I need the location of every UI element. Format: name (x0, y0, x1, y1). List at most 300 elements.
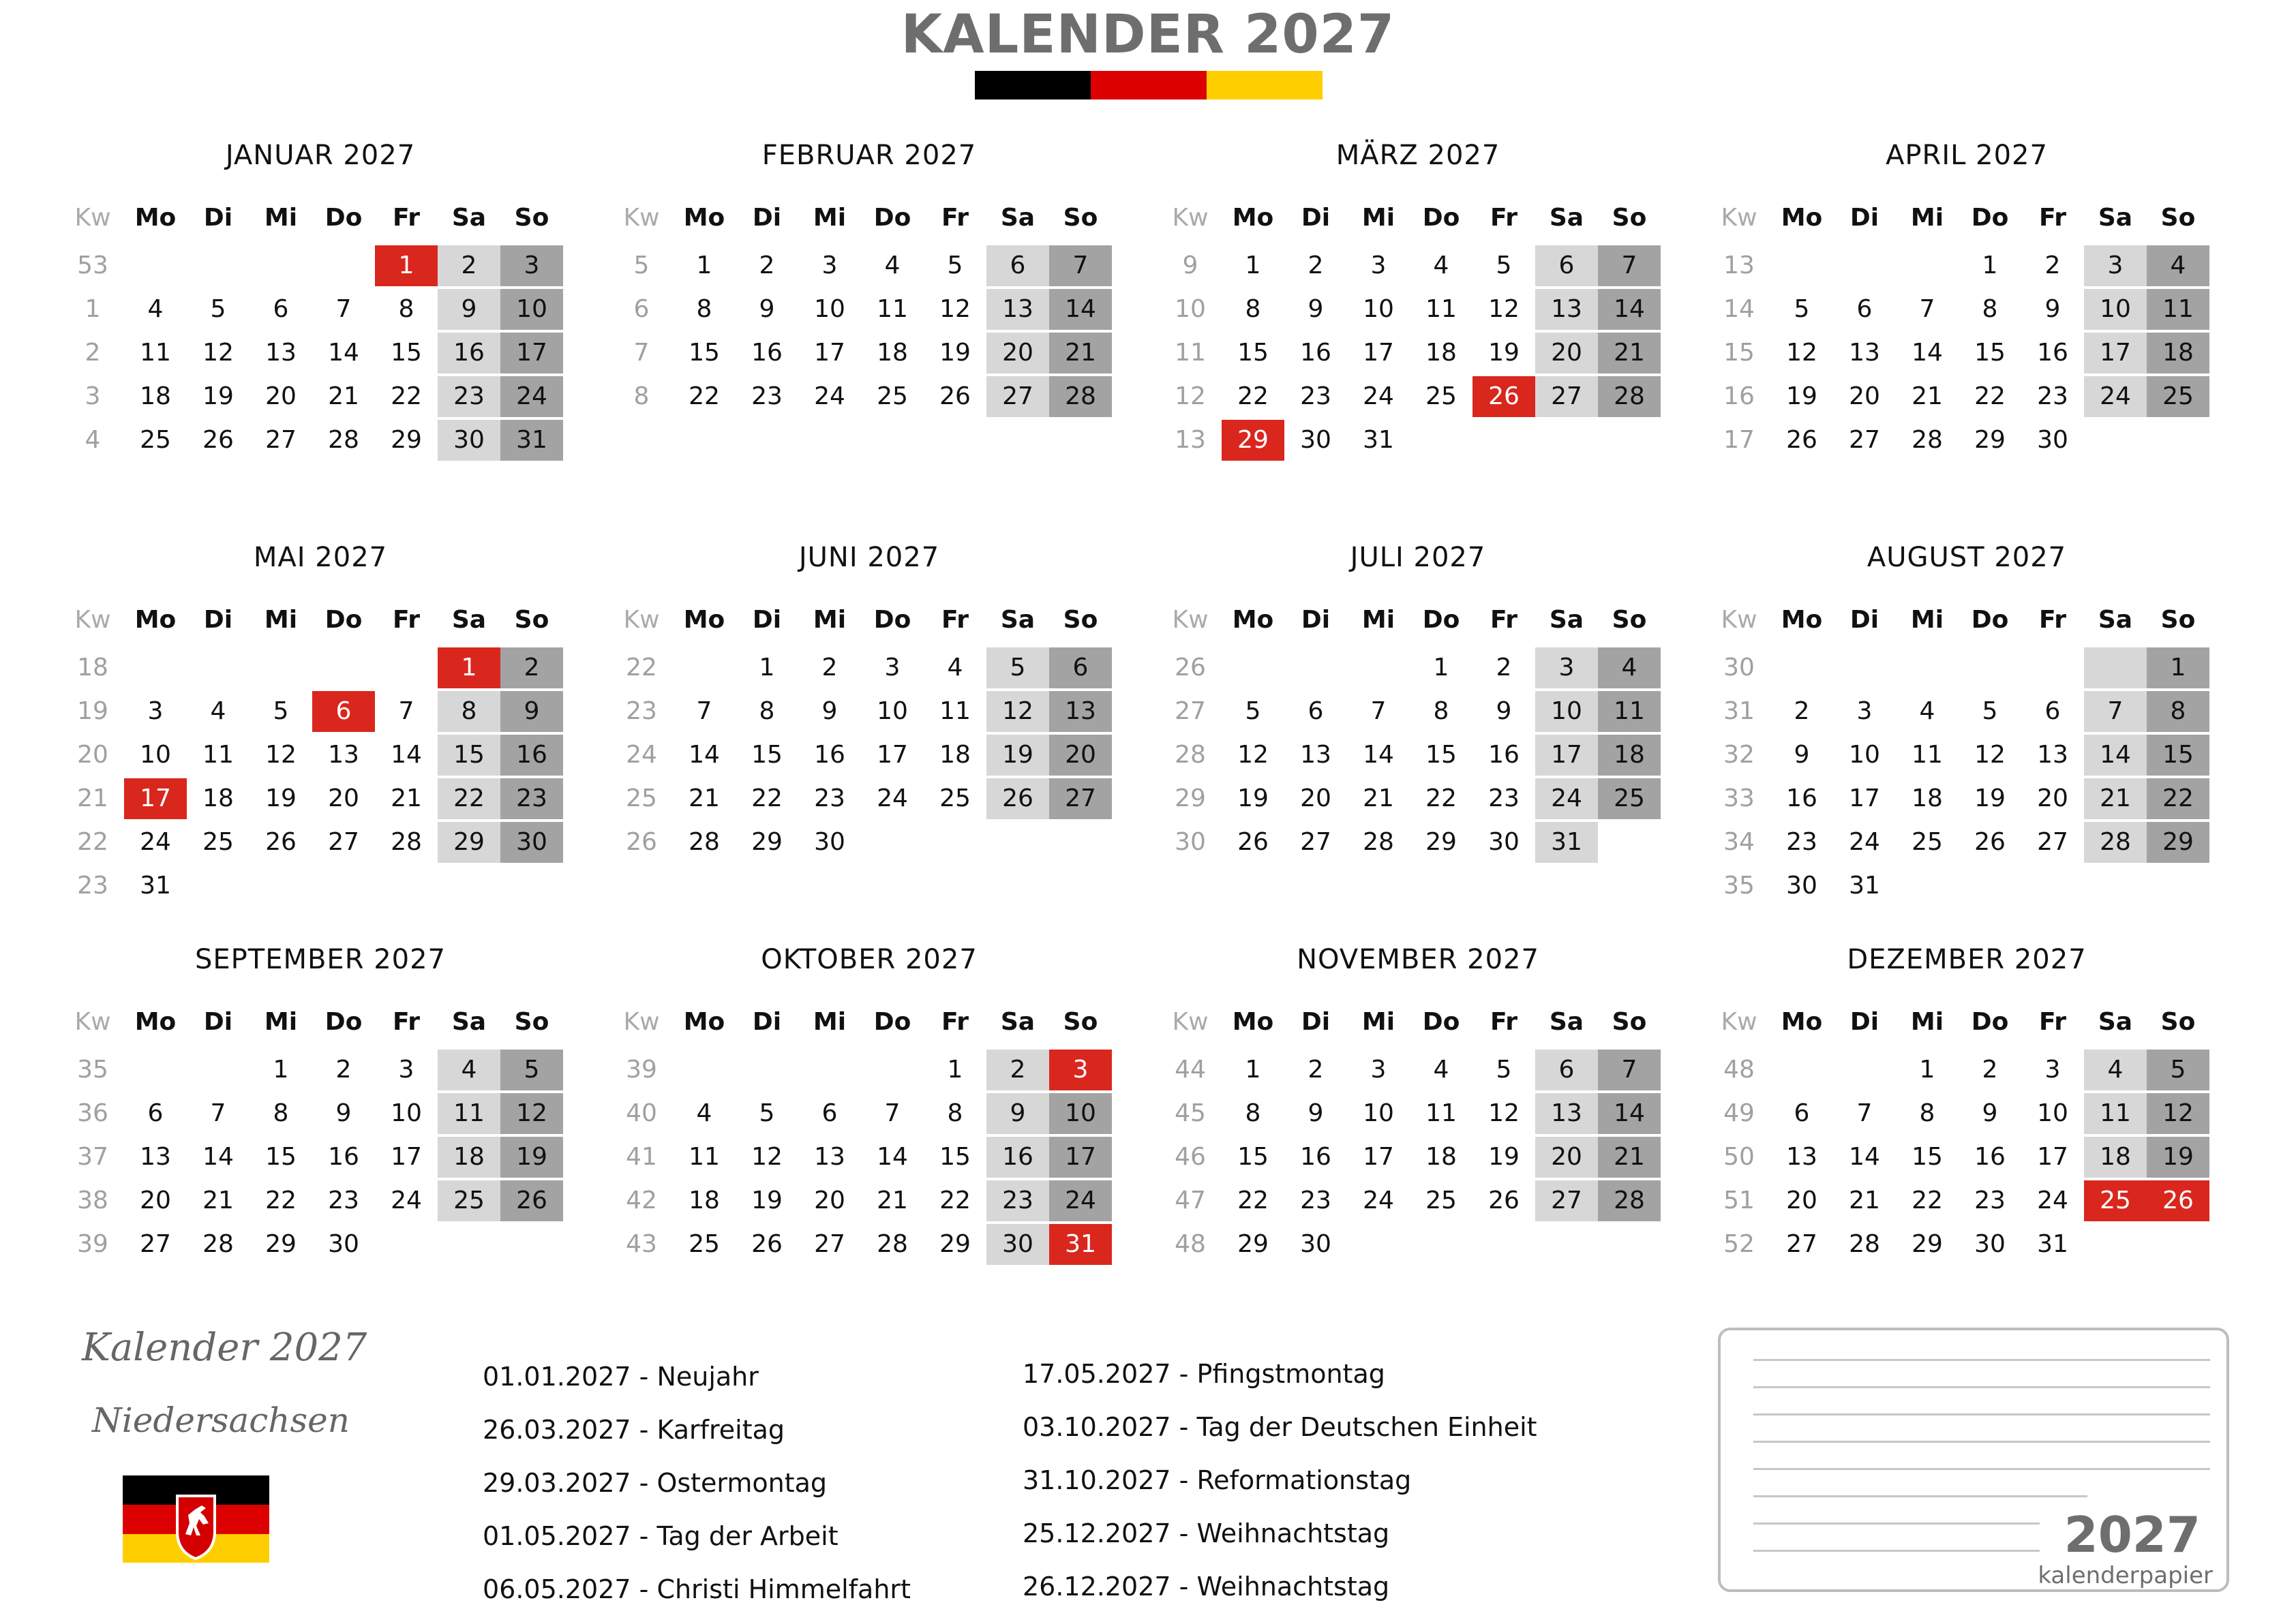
saturday-day: 16 (986, 1137, 1049, 1178)
saturday-day: 30 (986, 1224, 1049, 1265)
day-cell: 1 (759, 654, 775, 682)
day-cell: 8 (1245, 295, 1261, 323)
day-cell: 3 (821, 251, 838, 279)
saturday-day: 22 (438, 778, 500, 819)
day-cell: 10 (814, 295, 845, 323)
day-cell: 3 (1370, 251, 1387, 279)
sunday-day: 19 (500, 1137, 563, 1178)
holiday-day: 25 (2084, 1180, 2147, 1221)
day-cell: 2 (1308, 1056, 1324, 1084)
day-cell: 12 (265, 741, 297, 769)
week-number: 9 (1182, 251, 1198, 279)
holiday-entry: 29.03.2027 - Ostermontag (483, 1468, 828, 1498)
day-cell: 10 (1363, 295, 1394, 323)
weekday-header: Fr (941, 606, 969, 634)
day-cell: 31 (140, 872, 171, 900)
weekday-header: Di (1301, 204, 1331, 232)
week-number: 30 (1723, 654, 1755, 682)
saturday-day: 5 (986, 647, 1049, 688)
day-cell: 15 (1974, 339, 2006, 367)
week-number: 42 (626, 1187, 657, 1214)
day-cell: 16 (751, 339, 783, 367)
day-cell: 28 (1912, 426, 1943, 454)
day-cell: 19 (751, 1187, 783, 1214)
day-cell: 4 (1433, 251, 1449, 279)
kw-header: Kw (623, 606, 660, 634)
day-cell: 18 (939, 741, 971, 769)
day-cell: 28 (202, 1230, 234, 1258)
day-cell: 13 (1300, 741, 1331, 769)
saturday-day: 13 (986, 289, 1049, 330)
weekday-header: So (514, 204, 549, 232)
day-cell: 8 (1433, 697, 1449, 725)
week-number: 2 (85, 339, 101, 367)
day-cell: 3 (398, 1056, 414, 1084)
day-cell: 8 (398, 295, 414, 323)
weekday-header: Fr (2038, 204, 2067, 232)
day-cell: 23 (1488, 784, 1520, 812)
week-number: 31 (1723, 697, 1755, 725)
weekday-header: Fr (1490, 1008, 1518, 1036)
week-number: 43 (626, 1230, 657, 1258)
day-cell: 17 (1849, 784, 1880, 812)
week-number: 40 (626, 1099, 657, 1127)
weekday-header: Sa (1549, 204, 1584, 232)
week-number: 22 (77, 828, 108, 856)
week-number: 27 (1175, 697, 1206, 725)
sunday-day: 11 (2147, 289, 2209, 330)
holiday-entry: 31.10.2027 - Reformationstag (1023, 1465, 1412, 1495)
day-cell: 30 (1300, 426, 1331, 454)
sunday-day: 14 (1049, 289, 1112, 330)
day-cell: 18 (1425, 1143, 1457, 1171)
day-cell: 8 (947, 1099, 963, 1127)
day-cell: 5 (1496, 1056, 1512, 1084)
notes-box (1718, 1328, 2229, 1592)
month-title: JULI 2027 (1350, 542, 1486, 573)
month-title: OKTOBER 2027 (761, 944, 978, 975)
day-cell: 1 (1433, 654, 1449, 682)
weekday-header: Di (203, 204, 233, 232)
week-number: 8 (633, 382, 650, 410)
day-cell: 19 (1786, 382, 1817, 410)
weekday-header: Mi (1361, 606, 1395, 634)
day-cell: 19 (1237, 784, 1269, 812)
sunday-day: 20 (1049, 735, 1112, 776)
day-cell: 26 (1786, 426, 1817, 454)
day-cell: 12 (1237, 741, 1269, 769)
month-title: SEPTEMBER 2027 (194, 944, 447, 975)
day-cell: 22 (939, 1187, 971, 1214)
day-cell: 9 (335, 1099, 352, 1127)
day-cell: 12 (202, 339, 234, 367)
day-cell: 14 (328, 339, 359, 367)
day-cell: 3 (147, 697, 164, 725)
day-cell: 3 (884, 654, 901, 682)
day-cell: 21 (202, 1187, 234, 1214)
week-number: 15 (1723, 339, 1755, 367)
day-cell: 12 (939, 295, 971, 323)
week-number: 35 (1723, 872, 1755, 900)
weekday-header: Sa (451, 1008, 487, 1036)
sunday-day: 1 (2147, 647, 2209, 688)
day-cell: 24 (877, 784, 908, 812)
day-cell: 25 (1425, 382, 1457, 410)
day-cell: 19 (1974, 784, 2006, 812)
sunday-day: 24 (500, 376, 563, 417)
sunday-day: 12 (2147, 1093, 2209, 1134)
saturday-day: 16 (438, 333, 500, 373)
day-cell: 1 (273, 1056, 289, 1084)
week-number: 46 (1175, 1143, 1206, 1171)
day-cell: 27 (1849, 426, 1880, 454)
day-cell: 7 (1370, 697, 1387, 725)
day-cell: 14 (1849, 1143, 1880, 1171)
day-cell: 22 (391, 382, 422, 410)
week-number: 5 (633, 251, 650, 279)
weekday-header: Sa (1000, 606, 1036, 634)
holiday-entry: 26.12.2027 - Weihnachtstag (1023, 1572, 1390, 1602)
day-cell: 1 (947, 1056, 963, 1084)
day-cell: 21 (328, 382, 359, 410)
day-cell: 26 (1237, 828, 1269, 856)
week-number: 26 (1175, 654, 1206, 682)
day-cell: 12 (1786, 339, 1817, 367)
day-cell: 24 (391, 1187, 422, 1214)
day-cell: 26 (751, 1230, 783, 1258)
sunday-day: 22 (2147, 778, 2209, 819)
sunday-day: 10 (1049, 1093, 1112, 1134)
day-cell: 20 (1849, 382, 1880, 410)
day-cell: 14 (202, 1143, 234, 1171)
day-cell: 5 (1245, 697, 1261, 725)
weekday-header: So (1063, 204, 1098, 232)
day-cell: 1 (1245, 251, 1261, 279)
day-cell: 1 (1245, 1056, 1261, 1084)
day-cell: 29 (1425, 828, 1457, 856)
saturday-day: 23 (986, 1180, 1049, 1221)
holiday-day: 26 (1472, 376, 1535, 417)
day-cell: 22 (1912, 1187, 1943, 1214)
day-cell: 8 (1982, 295, 1998, 323)
sunday-day: 7 (1598, 245, 1661, 286)
day-cell: 11 (1425, 1099, 1457, 1127)
day-cell: 10 (140, 741, 171, 769)
sunday-day: 4 (1598, 647, 1661, 688)
day-cell: 29 (391, 426, 422, 454)
weekday-header: Sa (451, 606, 487, 634)
weekday-header: Fr (941, 204, 969, 232)
week-number: 3 (85, 382, 101, 410)
weekday-header: Mo (683, 1008, 725, 1036)
weekday-header: Sa (451, 204, 487, 232)
day-cell: 6 (273, 295, 289, 323)
holiday-day: 1 (438, 647, 500, 688)
month-title: FEBRUAR 2027 (761, 140, 977, 171)
day-cell: 10 (391, 1099, 422, 1127)
holiday-entry: 01.05.2027 - Tag der Arbeit (483, 1521, 839, 1551)
day-cell: 3 (2044, 1056, 2061, 1084)
day-cell: 30 (814, 828, 845, 856)
weekday-header: Do (324, 606, 363, 634)
kw-header: Kw (623, 204, 660, 232)
day-cell: 30 (1300, 1230, 1331, 1258)
day-cell: 25 (939, 784, 971, 812)
sunday-day: 30 (500, 822, 563, 863)
weekday-header: Mi (1361, 1008, 1395, 1036)
day-cell: 2 (1308, 251, 1324, 279)
note-line (1753, 1495, 2087, 1497)
week-number: 38 (77, 1187, 108, 1214)
day-cell: 9 (1982, 1099, 1998, 1127)
day-cell: 9 (2044, 295, 2061, 323)
day-cell: 23 (1974, 1187, 2006, 1214)
saturday-day: 27 (1535, 1180, 1598, 1221)
day-cell: 19 (265, 784, 297, 812)
note-line (1753, 1522, 2040, 1525)
day-cell: 26 (1974, 828, 2006, 856)
day-cell: 25 (140, 426, 171, 454)
week-number: 10 (1175, 295, 1206, 323)
saturday-day: 20 (1535, 1137, 1598, 1178)
day-cell: 23 (328, 1187, 359, 1214)
day-cell: 7 (1919, 295, 1935, 323)
weekday-header: Di (203, 606, 233, 634)
saturday-day: 30 (438, 420, 500, 461)
day-cell: 2 (759, 251, 775, 279)
day-cell: 21 (391, 784, 422, 812)
week-number: 48 (1723, 1056, 1755, 1084)
day-cell: 15 (751, 741, 783, 769)
day-cell: 27 (1300, 828, 1331, 856)
sunday-day: 14 (1598, 1093, 1661, 1134)
holiday-day: 3 (1049, 1050, 1112, 1090)
kw-header: Kw (623, 1008, 660, 1036)
day-cell: 14 (1363, 741, 1394, 769)
day-cell: 19 (1488, 1143, 1520, 1171)
day-cell: 20 (328, 784, 359, 812)
saturday-day: 11 (438, 1093, 500, 1134)
week-number: 29 (1175, 784, 1206, 812)
saturday-day: 4 (438, 1050, 500, 1090)
day-cell: 7 (398, 697, 414, 725)
week-number: 11 (1175, 339, 1206, 367)
weekday-header: So (1063, 1008, 1098, 1036)
day-cell: 13 (140, 1143, 171, 1171)
day-cell: 13 (814, 1143, 845, 1171)
day-cell: 20 (140, 1187, 171, 1214)
day-cell: 3 (1856, 697, 1873, 725)
day-cell: 20 (265, 382, 297, 410)
sunday-day: 4 (2147, 245, 2209, 286)
sunday-day: 6 (1049, 647, 1112, 688)
note-line (1753, 1468, 2210, 1470)
sunday-day: 5 (2147, 1050, 2209, 1090)
day-cell: 25 (689, 1230, 720, 1258)
kw-header: Kw (74, 1008, 111, 1036)
holiday-day: 17 (124, 778, 187, 819)
weekday-header: Mi (813, 204, 847, 232)
day-cell: 5 (1496, 251, 1512, 279)
german-flag-bar (975, 71, 1323, 100)
holiday-entry: 03.10.2027 - Tag der Deutschen Einheit (1023, 1412, 1537, 1442)
week-number: 44 (1175, 1056, 1206, 1084)
weekday-header: Mi (264, 204, 298, 232)
saturday-day: 12 (986, 691, 1049, 732)
weekday-header: Do (873, 1008, 911, 1036)
kw-header: Kw (1721, 204, 1757, 232)
weekday-header: Mo (1232, 1008, 1274, 1036)
day-cell: 4 (210, 697, 226, 725)
month-title: DEZEMBER 2027 (1847, 944, 2087, 975)
day-cell: 11 (1912, 741, 1943, 769)
weekday-header: Mi (813, 1008, 847, 1036)
day-cell: 2 (1496, 654, 1512, 682)
saturday-day: 9 (986, 1093, 1049, 1134)
day-cell: 16 (1488, 741, 1520, 769)
saturday-day: 23 (438, 376, 500, 417)
weekday-header: Mi (264, 606, 298, 634)
day-cell: 15 (391, 339, 422, 367)
note-line (1753, 1359, 2210, 1361)
week-number: 13 (1175, 426, 1206, 454)
saturday-day: 29 (438, 822, 500, 863)
day-cell: 17 (877, 741, 908, 769)
sunday-day: 15 (2147, 735, 2209, 776)
week-number: 22 (626, 654, 657, 682)
saturday-day: 10 (2084, 289, 2147, 330)
saturday-day: 17 (2084, 333, 2147, 373)
day-cell: 5 (1794, 295, 1810, 323)
week-number: 48 (1175, 1230, 1206, 1258)
saturday-day: 7 (2084, 691, 2147, 732)
week-number: 7 (633, 339, 650, 367)
day-cell: 27 (265, 426, 297, 454)
day-cell: 7 (210, 1099, 226, 1127)
saturday-day: 24 (2084, 376, 2147, 417)
saturday-day: 10 (1535, 691, 1598, 732)
day-cell: 1 (696, 251, 712, 279)
saturday-day: 18 (438, 1137, 500, 1178)
sunday-day: 2 (500, 647, 563, 688)
week-number: 24 (626, 741, 657, 769)
day-cell: 22 (689, 382, 720, 410)
saturday-day: 13 (1535, 1093, 1598, 1134)
weekday-header: So (2160, 1008, 2196, 1036)
day-cell: 15 (1237, 339, 1269, 367)
weekday-header: Di (752, 204, 782, 232)
day-cell: 17 (2037, 1143, 2068, 1171)
day-cell: 19 (1488, 339, 1520, 367)
day-cell: 4 (1433, 1056, 1449, 1084)
day-cell: 23 (1300, 1187, 1331, 1214)
day-cell: 23 (2037, 382, 2068, 410)
saturday-day: 17 (1535, 735, 1598, 776)
week-number: 52 (1723, 1230, 1755, 1258)
day-cell: 20 (814, 1187, 845, 1214)
day-cell: 31 (2037, 1230, 2068, 1258)
day-cell: 1 (1982, 251, 1998, 279)
saturday-day: 19 (986, 735, 1049, 776)
day-cell: 27 (814, 1230, 845, 1258)
day-cell: 15 (265, 1143, 297, 1171)
holiday-entry: 17.05.2027 - Pfingstmontag (1023, 1359, 1385, 1389)
day-cell: 12 (1488, 1099, 1520, 1127)
day-cell: 11 (689, 1143, 720, 1171)
day-cell: 8 (759, 697, 775, 725)
saturday-day: 6 (1535, 1050, 1598, 1090)
notes-year: 2027 (2064, 1506, 2201, 1563)
weekday-header: Di (752, 606, 782, 634)
weekday-header: Do (1971, 204, 2009, 232)
saturday-day (2084, 647, 2147, 688)
day-cell: 18 (877, 339, 908, 367)
weekday-header: Mo (134, 1008, 177, 1036)
day-cell: 19 (939, 339, 971, 367)
weekday-header: Mo (1781, 606, 1823, 634)
kw-header: Kw (1172, 606, 1209, 634)
weekday-header: Sa (2098, 204, 2133, 232)
day-cell: 10 (1363, 1099, 1394, 1127)
weekday-header: Di (1849, 606, 1879, 634)
saturday-day: 8 (438, 691, 500, 732)
sunday-day: 12 (500, 1093, 563, 1134)
week-number: 39 (626, 1056, 657, 1084)
weekday-header: So (2160, 204, 2196, 232)
saturday-day: 4 (2084, 1050, 2147, 1090)
month-title: NOVEMBER 2027 (1297, 944, 1539, 975)
weekday-header: Do (1422, 606, 1460, 634)
holiday-entry: 06.05.2027 - Christi Himmelfahrt (483, 1574, 911, 1604)
saturday-day: 15 (438, 735, 500, 776)
month-title: MÄRZ 2027 (1335, 140, 1500, 171)
day-cell: 22 (265, 1187, 297, 1214)
holiday-day: 31 (1049, 1224, 1112, 1265)
day-cell: 9 (1308, 295, 1324, 323)
weekday-header: Di (752, 1008, 782, 1036)
weekday-header: Sa (1000, 204, 1036, 232)
day-cell: 29 (939, 1230, 971, 1258)
day-cell: 15 (1425, 741, 1457, 769)
day-cell: 16 (1300, 339, 1331, 367)
day-cell: 20 (1300, 784, 1331, 812)
day-cell: 20 (1786, 1187, 1817, 1214)
day-cell: 28 (328, 426, 359, 454)
sunday-day: 27 (1049, 778, 1112, 819)
day-cell: 4 (147, 295, 164, 323)
day-cell: 15 (939, 1143, 971, 1171)
weekday-header: Mi (1910, 204, 1944, 232)
weekday-header: Fr (392, 204, 421, 232)
saturday-day: 18 (2084, 1137, 2147, 1178)
weekday-header: Sa (1549, 606, 1584, 634)
saturday-day: 6 (986, 245, 1049, 286)
day-cell: 21 (1849, 1187, 1880, 1214)
week-number: 28 (1175, 741, 1206, 769)
day-cell: 17 (391, 1143, 422, 1171)
sunday-day: 17 (1049, 1137, 1112, 1178)
weekday-header: So (1612, 1008, 1647, 1036)
week-number: 6 (633, 295, 650, 323)
sunday-day: 9 (500, 691, 563, 732)
week-number: 39 (77, 1230, 108, 1258)
day-cell: 17 (814, 339, 845, 367)
day-cell: 9 (1308, 1099, 1324, 1127)
weekday-header: Do (873, 204, 911, 232)
sunday-day: 21 (1598, 333, 1661, 373)
saturday-day: 25 (438, 1180, 500, 1221)
weekday-header: Do (324, 1008, 363, 1036)
